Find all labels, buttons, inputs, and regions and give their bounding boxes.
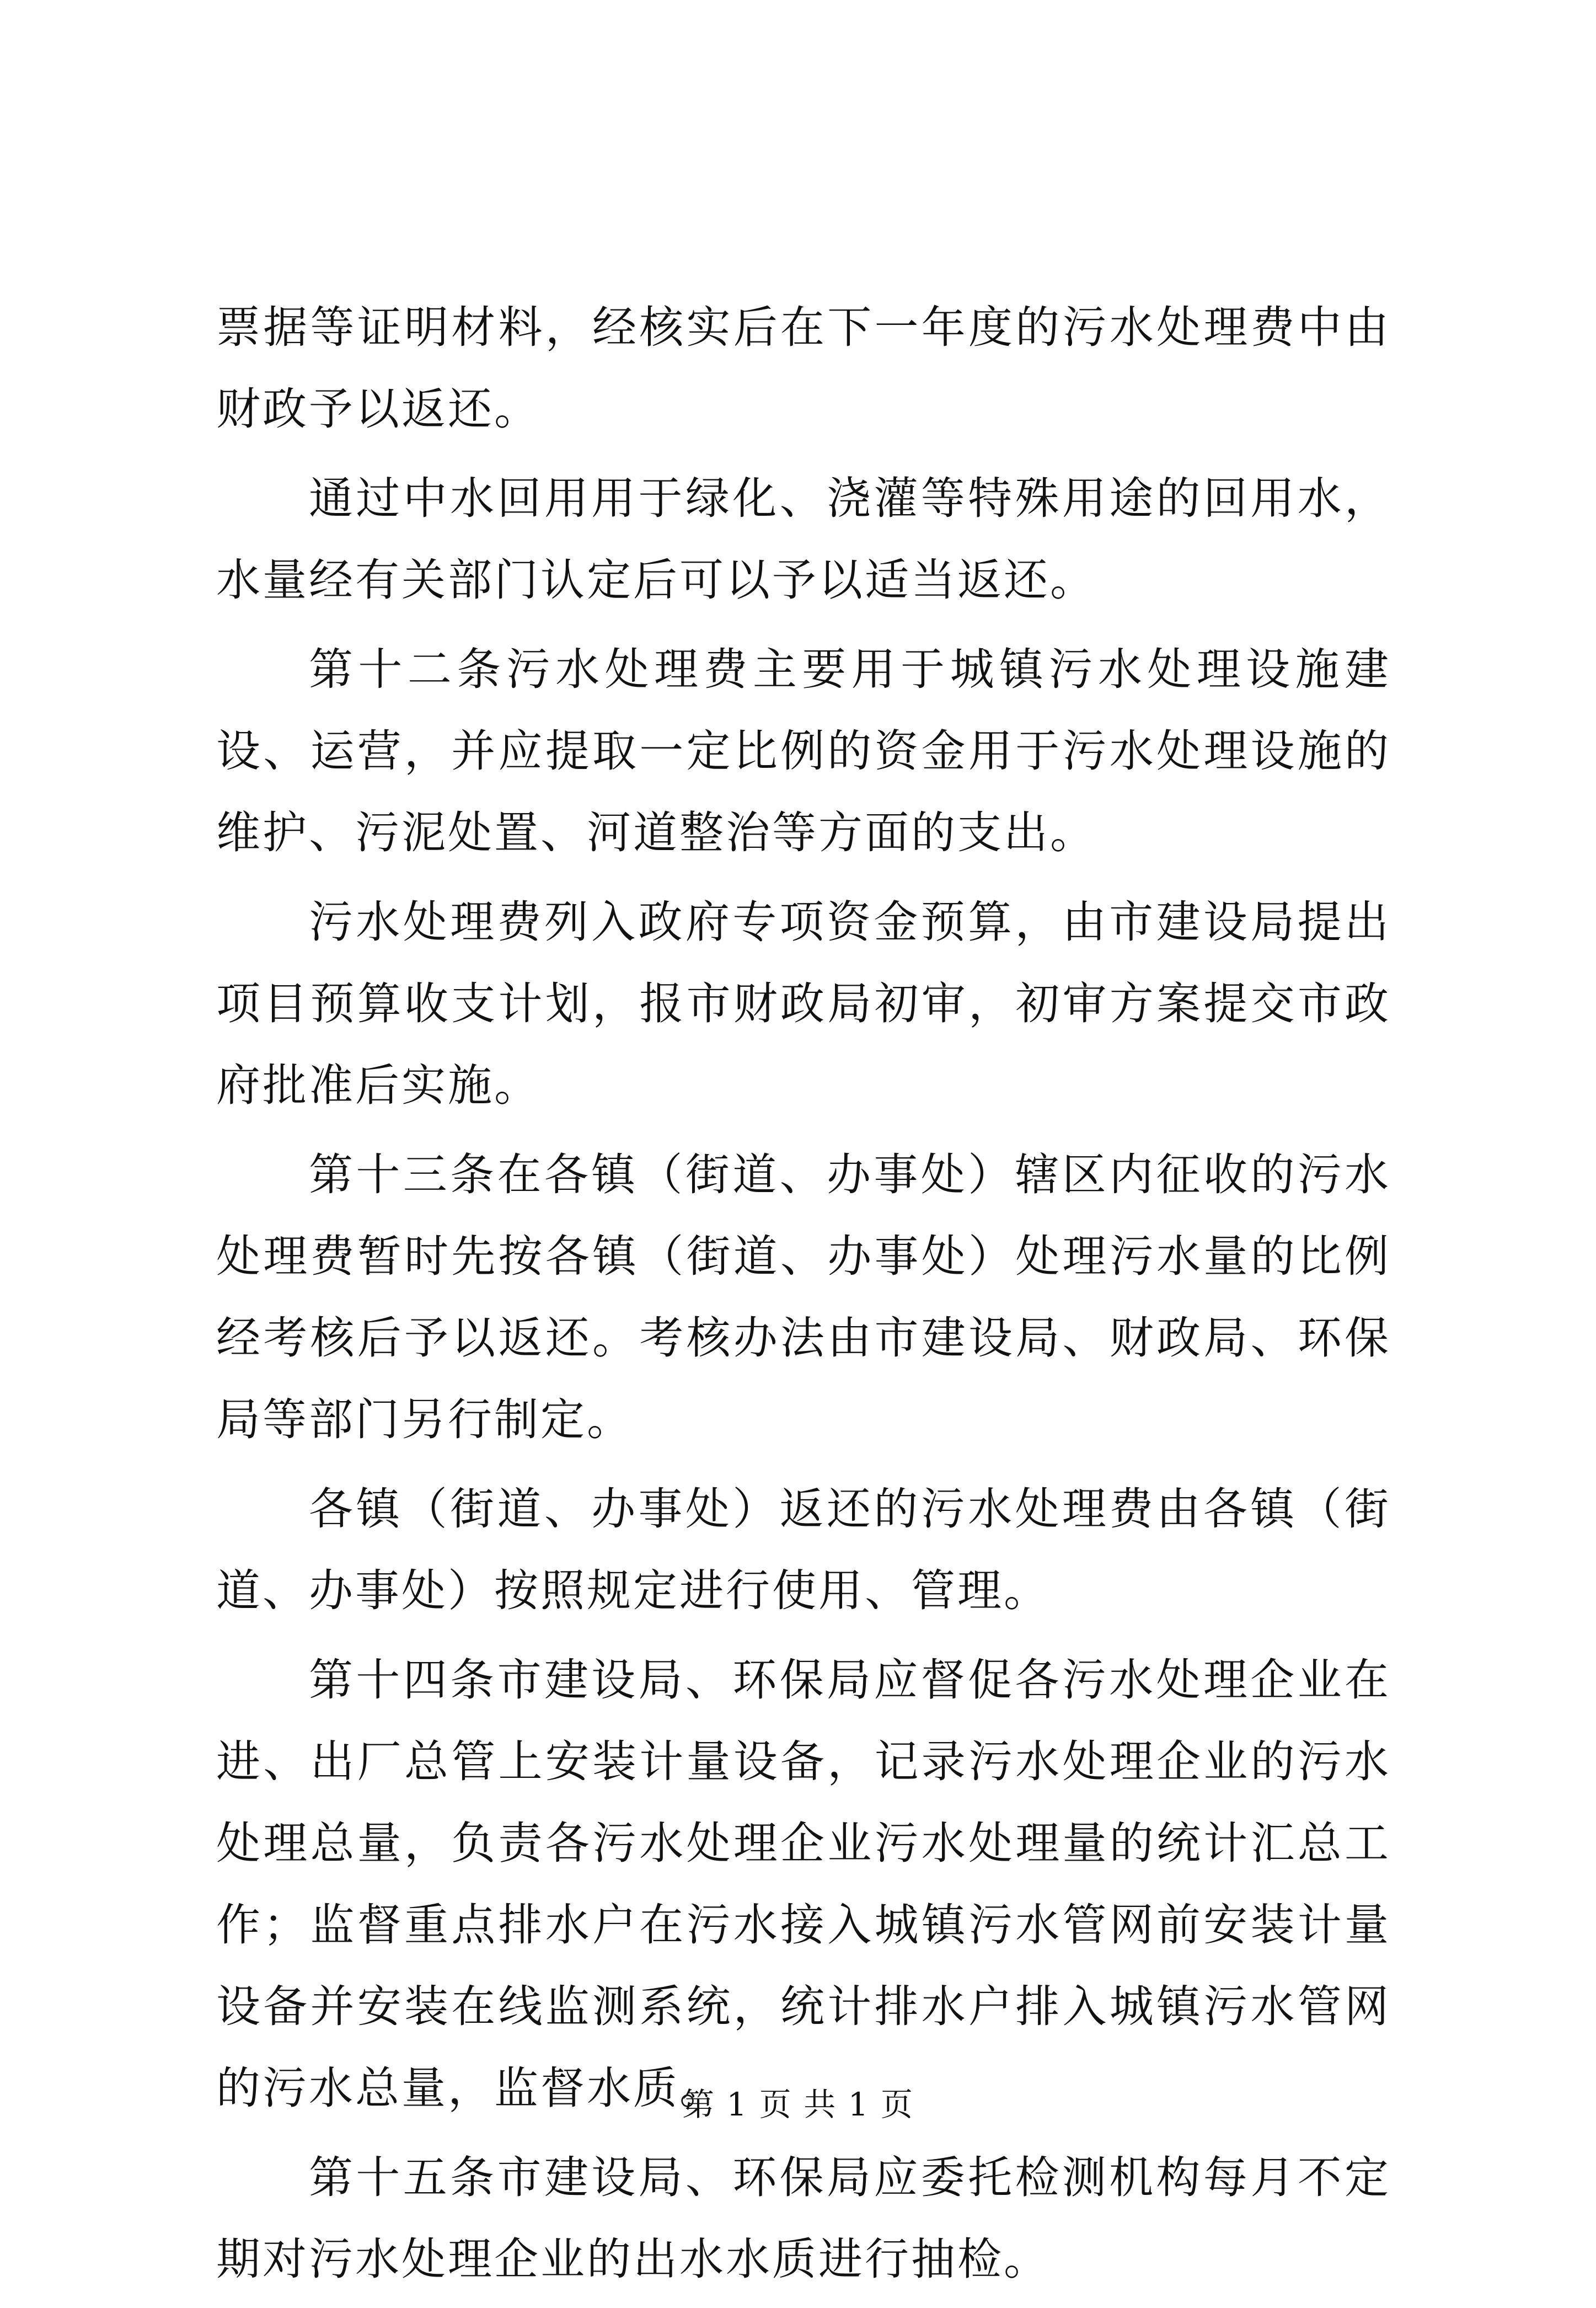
- page-number-footer: 第 1 页 共 1 页: [682, 2086, 914, 2123]
- paragraph: 第十五条市建设局、环保局应委托检测机构每月不定期对污水处理企业的出水水质进行抽检。: [216, 2152, 1391, 2285]
- paragraph: 通过中水回用用于绿化、浇灌等特殊用途的回用水，水量经有关部门认定后可以予以适当返还。: [216, 473, 1391, 606]
- paragraph: 票据等证明材料，经核实后在下一年度的污水处理费中由财政予以返还。: [216, 302, 1391, 435]
- paragraph: 第十二条污水处理费主要用于城镇污水处理设施建设、运营，并应提取一定比例的资金用于污水处理设施的维护、污泥处置、河道整治等方面的支出。: [216, 644, 1391, 858]
- paragraph: 各镇（街道、办事处）返还的污水处理费由各镇（街道、办事处）按照规定进行使用、管理。: [216, 1483, 1391, 1616]
- paragraph: 第十三条在各镇（街道、办事处）辖区内征收的污水处理费暂时先按各镇（街道、办事处）处理污水量的比例经考核后予以返还。考核办法由市建设局、财政局、环保局等部门另行制定。: [216, 1149, 1391, 1445]
- paragraph: 污水处理费列入政府专项资金预算，由市建设局提出项目预算收支计划，报市财政局初审，初审方案提交市政府批准后实施。: [216, 896, 1391, 1111]
- paragraph: 第十四条市建设局、环保局应督促各污水处理企业在进、出厂总管上安装计量设备，记录污水处理企业的污水处理总量，负责各污水处理企业污水处理量的统计汇总工作；监督重点排水户在污水接入城镇污水管网前安装计量设备并安装在线监测系统，统计排水户排入城镇污水管网的污水总量，监督水质。: [216, 1654, 1391, 2114]
- document-body: [216, 287, 1391, 2308]
